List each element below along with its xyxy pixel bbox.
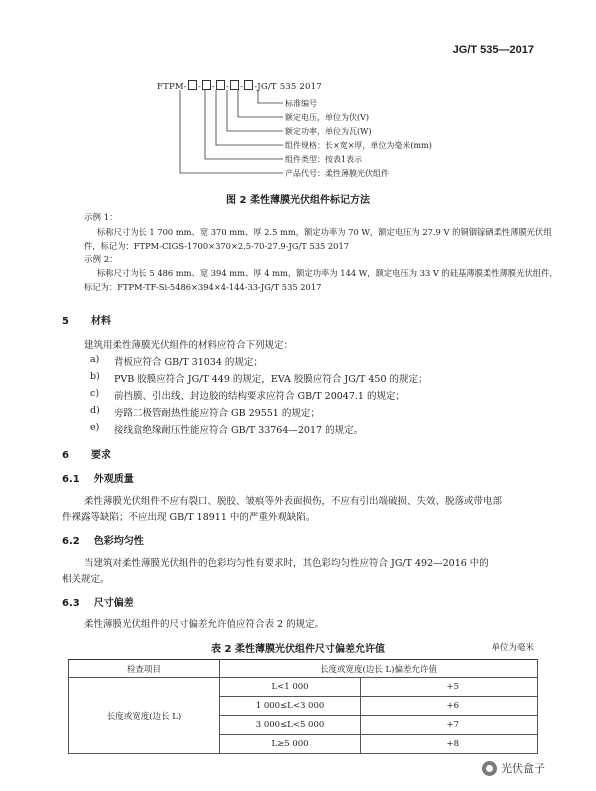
table-row	[69, 678, 538, 697]
section-6-3-heading	[62, 594, 134, 609]
table-caption: 表 2 柔性薄膜光伏组件尺寸偏差允许值	[211, 644, 385, 655]
section-number: 6	[62, 450, 69, 461]
list-label: b)	[90, 371, 100, 382]
example-2-title: 示例 2：	[84, 255, 118, 265]
list-text: 前挡膜、引出线、封边胶的结构要求应符合 GB/T 20047.1 的规定；	[114, 391, 405, 402]
section-6-2-line-2: 相关规定。	[62, 574, 110, 585]
value-cell: +8	[361, 735, 538, 754]
range-cell: 3 000≤L<5 000	[220, 716, 361, 735]
range-cell: L≥5 000	[220, 735, 361, 754]
section-title: 要求	[90, 450, 111, 461]
list-item	[90, 354, 263, 368]
table-header-row	[69, 660, 538, 678]
section-title: 尺寸偏差	[93, 598, 134, 609]
marking-code: FTPM- - - - - -JG/T 535 2017	[157, 82, 322, 92]
legend-power: 额定功率，单位为瓦(W)	[285, 127, 372, 136]
list-text: PVB 胶膜应符合 JG/T 449 的规定，EVA 胶膜应符合 JG/T 450 的规定；	[114, 374, 428, 385]
leader-line-type	[205, 90, 283, 159]
section-number: 5	[62, 316, 69, 327]
section-5-intro: 建筑用柔性薄膜光伏组件的材料应符合下列规定：	[84, 340, 294, 351]
list-label: c)	[90, 388, 100, 399]
example-1-title: 示例 1：	[84, 213, 118, 223]
list-label: e)	[90, 422, 100, 433]
legend-standard: 标准编号	[285, 99, 317, 108]
section-number: 6.1	[62, 474, 80, 485]
section-title: 色彩均匀性	[93, 536, 144, 547]
legend-product: 产品代号：柔性薄膜光伏组件	[285, 169, 389, 178]
range-cell: 1 000≤L<3 000	[220, 697, 361, 716]
legend-type: 组件类型：按表1表示	[285, 155, 363, 164]
example-1-line-1: 标称尺寸为长 1 700 mm、宽 370 mm、厚 2.5 mm，额定功率为 70 W，额定电压为 27.9 V 的铜铟镓硒柔性薄膜光伏组	[97, 227, 552, 237]
section-number: 6.3	[62, 598, 80, 609]
section-title: 外观质量	[93, 474, 134, 485]
list-item	[90, 422, 364, 436]
list-text: 背板应符合 GB/T 31034 的规定；	[114, 357, 263, 368]
example-1-line-2: 件，标记为：FTPM-CIGS-1700×370×2.5-70-27.9-JG/T 535 2017	[84, 241, 349, 251]
list-item	[90, 405, 320, 419]
list-label: d)	[90, 405, 100, 416]
list-label: a)	[90, 354, 100, 365]
table-unit: 单位为毫米	[491, 643, 534, 653]
section-6-1-heading	[62, 470, 134, 485]
watermark-text: 光伏盒子	[501, 762, 545, 775]
header-deviation: 长度或宽度(边长 L)偏差允许值	[220, 660, 538, 678]
watermark	[482, 760, 545, 776]
leader-line-power	[227, 90, 283, 131]
list-text: 接线盒绝缘耐压性能应符合 GB/T 33764—2017 的规定。	[114, 425, 364, 436]
range-cell: L<1 000	[220, 678, 361, 697]
code-suffix: -JG/T 535 2017	[254, 82, 322, 92]
figure-caption: 图 2 柔性薄膜光伏组件标记方法	[226, 195, 370, 206]
leader-line-product	[180, 90, 283, 173]
leader-line-voltage	[238, 90, 283, 117]
section-6-1-line-2: 件裸露等缺陷；不应出现 GB/T 18911 中的严重外观缺陷。	[62, 512, 316, 523]
list-text: 旁路二极管耐热性能应符合 GB 29551 的规定；	[114, 408, 320, 419]
legend-voltage: 额定电压，单位为伏(V)	[285, 113, 370, 122]
section-6-1-line-1: 柔性薄膜光伏组件不应有裂口、脱胶、皱痕等外表面损伤，不应有引出端破损、失效、脱落或带电部	[84, 496, 503, 507]
section-title: 材料	[90, 316, 111, 327]
example-2-line-1: 标称尺寸为长 5 486 mm、宽 394 mm、厚 4 mm，额定功率为 144 W，额定电压为 33 V 的硅基薄膜柔性薄膜光伏组件，	[97, 268, 558, 278]
section-5-heading	[62, 312, 111, 327]
section-6-3-text: 柔性薄膜光伏组件的尺寸偏差允许值应符合表 2 的规定。	[84, 619, 325, 630]
wechat-icon	[482, 761, 497, 776]
code-prefix: FTPM-	[157, 82, 187, 92]
example-2-line-2: 标记为：FTPM-TF-Si-5486×394×4-144-33-JG/T 535 2017	[84, 282, 322, 292]
section-6-2-heading	[62, 532, 144, 547]
legend-spec: 组件规格：长×宽×厚，单位为毫米(mm)	[285, 141, 432, 150]
standard-number: JG/T 535—2017	[452, 44, 534, 56]
leader-line-standard	[258, 90, 283, 103]
value-cell: +6	[361, 697, 538, 716]
value-cell: +5	[361, 678, 538, 697]
item-cell: 长度或宽度(边长 L)	[69, 678, 220, 754]
leader-line-spec	[216, 90, 283, 145]
section-6-heading	[62, 446, 111, 461]
list-item	[90, 371, 428, 385]
value-cell: +7	[361, 716, 538, 735]
list-item	[90, 388, 405, 402]
section-number: 6.2	[62, 536, 80, 547]
section-6-2-line-1: 当建筑对柔性薄膜光伏组件的色彩均匀性有要求时，其色彩均匀性应符合 JG/T 492—2016 中的	[84, 558, 489, 569]
header-inspection-item: 检查项目	[69, 660, 220, 678]
deviation-table	[68, 659, 538, 754]
